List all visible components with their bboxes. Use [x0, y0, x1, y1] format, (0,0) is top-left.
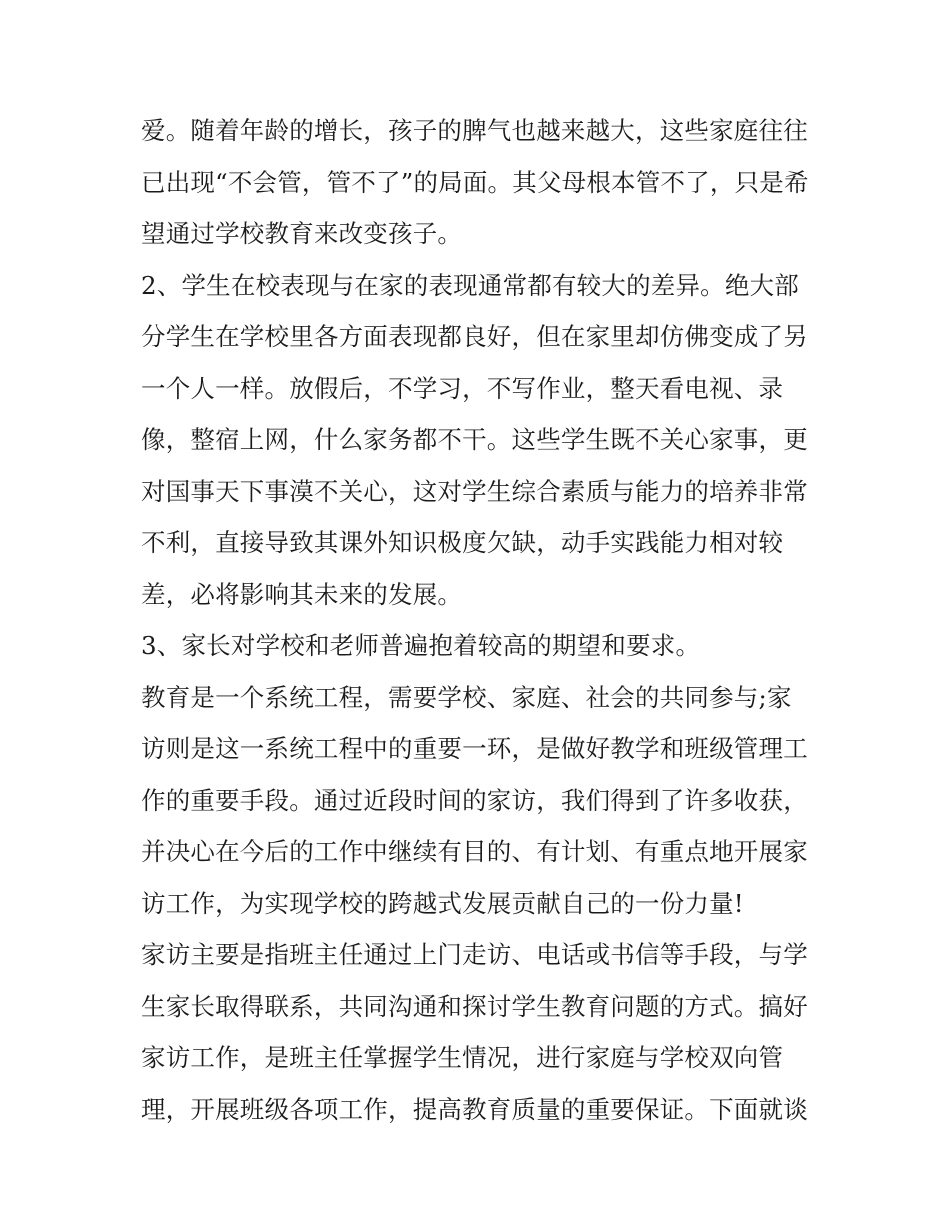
text-line: 对国事天下事漠不关心，这对学生综合素质与能力的培养非常 — [141, 476, 808, 506]
text-line: 望通过学校教育来改变孩子。 — [141, 219, 463, 248]
text-line: 3、家长对学校和老师普遍抱着较高的期望和要求。 — [141, 631, 701, 660]
text-line: 访工作，为实现学校的跨越式发展贡献自己的一份力量! — [141, 888, 744, 918]
text-line: 理，开展班级各项工作，提高教育质量的重要保证。下面就谈 — [141, 1094, 808, 1124]
text-line: 2、学生在校表现与在家的表现通常都有较大的差异。绝大部 — [141, 270, 799, 300]
text-line: 家访工作，是班主任掌握学生情况，进行家庭与学校双向管 — [141, 1043, 784, 1072]
text-line: 差，必将影响其未来的发展。 — [141, 579, 463, 609]
text-line: 已出现“不会管，管不了”的局面。其父母根本管不了，只是希 — [141, 167, 809, 197]
text-line: 像，整宿上网，什么家务都不干。这些学生既不关心家事，更 — [141, 425, 808, 454]
text-line: 一个人一样。放假后，不学习，不写作业，整天看电视、录 — [141, 373, 784, 403]
text-line: 分学生在学校里各方面表现都良好，但在家里却仿佛变成了另 — [141, 322, 808, 351]
text-line: 访则是这一系统工程中的重要一环，是做好教学和班级管理工 — [141, 734, 808, 763]
text-line: 作的重要手段。通过近段时间的家访，我们得到了许多收获， — [141, 785, 808, 815]
text-line: 不利，直接导致其课外知识极度欠缺，动手实践能力相对较 — [141, 528, 784, 557]
text-line: 家访主要是指班主任通过上门走访、电话或书信等手段，与学 — [141, 940, 808, 969]
text-line: 并决心在今后的工作中继续有目的、有计划、有重点地开展家 — [141, 837, 808, 866]
document-body — [141, 105, 813, 1135]
text-line: 爱。随着年龄的增长，孩子的脾气也越来越大，这些家庭往往 — [141, 116, 808, 145]
text-line: 生家长取得联系，共同沟通和探讨学生教育问题的方式。搞好 — [141, 991, 808, 1021]
text-line: 教育是一个系统工程，需要学校、家庭、社会的共同参与;家 — [141, 682, 792, 712]
